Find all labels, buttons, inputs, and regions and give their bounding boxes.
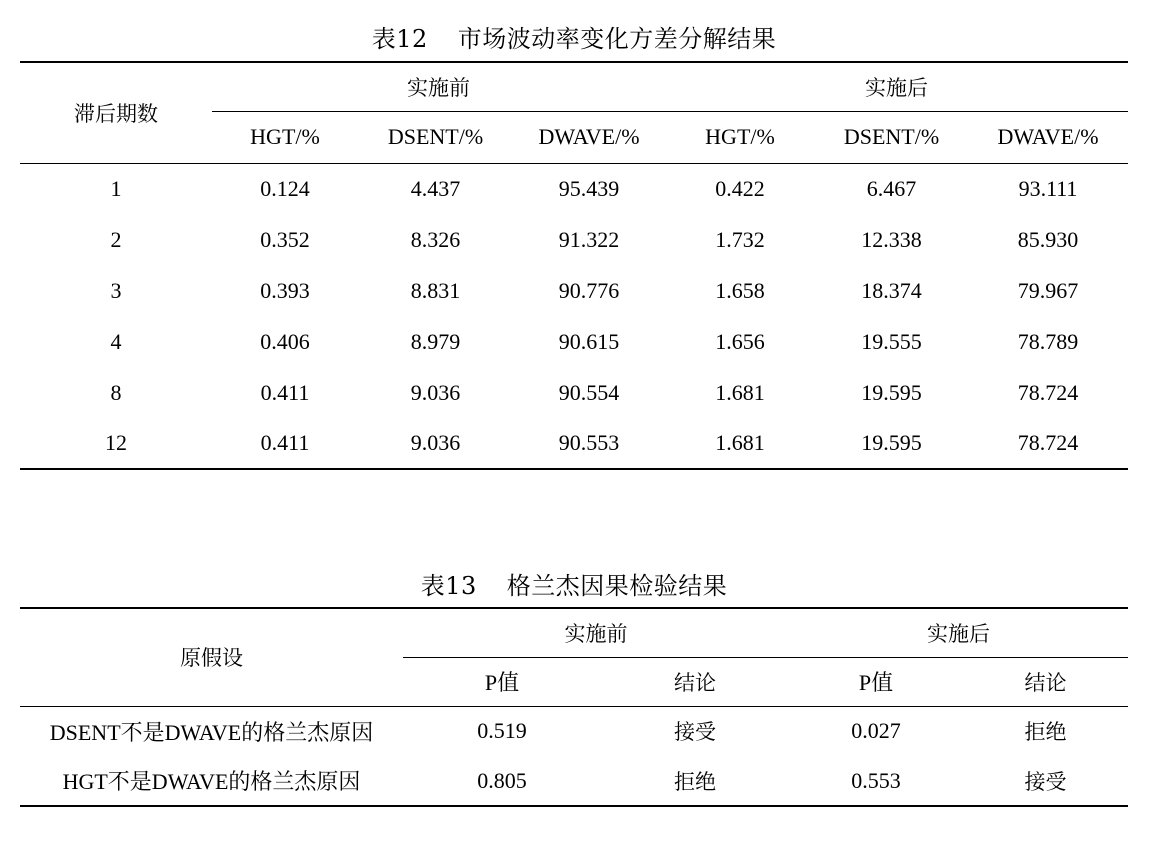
table12-cell: 95.439 <box>558 175 620 201</box>
table12-cell: 90.553 <box>513 418 665 469</box>
table13-group-before: 实施前 <box>403 608 789 657</box>
table12-row <box>20 316 1128 367</box>
table12-cell: 12.338 <box>861 226 922 252</box>
table13-cell: 0.553 <box>789 756 963 806</box>
table12-cell: 19.595 <box>861 379 922 405</box>
table12-cell: 90.554 <box>558 379 620 405</box>
table12-cell: 4 <box>110 328 122 354</box>
table12-col-header: DWAVE/% <box>513 111 665 163</box>
table13-cell: 拒绝 <box>1024 720 1067 745</box>
table12-cell: 93.111 <box>1018 175 1078 201</box>
table12-caption <box>20 24 1128 54</box>
table12-col-header: DWAVE/% <box>968 111 1128 163</box>
table12-cell: 4.437 <box>410 175 461 201</box>
table12-cell: 0.124 <box>260 175 310 201</box>
table13-hypothesis-cell: DSENT不是DWAVE的格兰杰原因 <box>49 719 374 745</box>
table12-row <box>20 367 1128 418</box>
table12-caption-text: 市场波动率变化方差分解结果 <box>457 25 777 53</box>
table12-cell: 8 <box>110 379 122 405</box>
table12-cell: 85.930 <box>1017 226 1079 252</box>
table13-cell: 0.519 <box>477 718 527 744</box>
table13-caption-number: 表13 <box>420 572 477 600</box>
table12-cell: 9.036 <box>358 418 513 469</box>
table13-cell: 0.027 <box>851 718 901 744</box>
table13-row-header: 原假设 <box>20 608 403 706</box>
table13-cell: 0.805 <box>403 756 601 806</box>
table12-cell: 12 <box>20 418 212 469</box>
table12-cell: 8.831 <box>410 277 461 303</box>
table13-caption-text: 格兰杰因果检验结果 <box>506 572 728 600</box>
table12-cell: 90.615 <box>558 328 620 354</box>
table13-col-header: 结论 <box>963 657 1128 706</box>
table12-group-before: 实施前 <box>212 62 665 111</box>
table13-row <box>20 706 1128 756</box>
table12-cell: 78.724 <box>968 418 1128 469</box>
table12-cell: 0.406 <box>260 328 310 354</box>
table12-cell: 19.595 <box>815 418 968 469</box>
table12-cell: 8.326 <box>410 226 461 252</box>
table12-row <box>20 214 1128 265</box>
table12-col-header: HGT/% <box>665 111 815 163</box>
table12-row <box>20 418 1128 469</box>
table12-cell: 19.555 <box>861 328 922 354</box>
table13-col-header: P值 <box>403 657 601 706</box>
table12-col-header: HGT/% <box>212 111 358 163</box>
table13-col-header: P值 <box>789 657 963 706</box>
table12-cell: 0.411 <box>260 379 310 405</box>
table12-cell: 0.422 <box>715 175 765 201</box>
table12-cell: 1.732 <box>715 226 765 252</box>
table12-row <box>20 163 1128 214</box>
table12-row <box>20 265 1128 316</box>
table12-cell: 1.681 <box>665 418 815 469</box>
table12-cell: 91.322 <box>558 226 620 252</box>
table12-cell: 2 <box>110 226 122 252</box>
table12-cell: 3 <box>110 277 122 303</box>
table12-row-header: 滞后期数 <box>20 62 212 163</box>
table12-cell: 9.036 <box>410 379 461 405</box>
table13-cell: 接受 <box>963 756 1128 806</box>
table12-cell: 0.352 <box>260 226 310 252</box>
table12-cell: 6.467 <box>866 175 917 201</box>
table13-group-after: 实施后 <box>789 608 1128 657</box>
table12-cell: 18.374 <box>861 277 922 303</box>
table12-cell: 1.656 <box>715 328 765 354</box>
table12-cell: 78.789 <box>1017 328 1079 354</box>
table13-cell: 接受 <box>674 720 716 745</box>
table12-group-after: 实施后 <box>665 62 1128 111</box>
table13-row <box>20 756 1128 806</box>
table12-cell: 8.979 <box>410 328 461 354</box>
table12-col-header: DSENT/% <box>358 111 513 163</box>
table12-cell: 78.724 <box>1017 379 1079 405</box>
table12-cell: 1.681 <box>715 379 765 405</box>
table12-cell: 79.967 <box>1017 277 1079 303</box>
table12-cell: 90.776 <box>558 277 620 303</box>
table13-cell: 拒绝 <box>601 756 789 806</box>
table13-hypothesis-cell: HGT不是DWAVE的格兰杰原因 <box>20 756 403 806</box>
table12 <box>20 61 1128 470</box>
table13-caption <box>20 571 1128 601</box>
table13 <box>20 607 1128 807</box>
table12-cell: 0.411 <box>212 418 358 469</box>
table13-col-header: 结论 <box>601 657 789 706</box>
table12-cell: 1.658 <box>715 277 765 303</box>
table12-caption-number: 表12 <box>371 25 428 53</box>
table12-cell: 1 <box>110 175 122 201</box>
table12-cell: 0.393 <box>260 277 310 303</box>
table12-col-header: DSENT/% <box>815 111 968 163</box>
